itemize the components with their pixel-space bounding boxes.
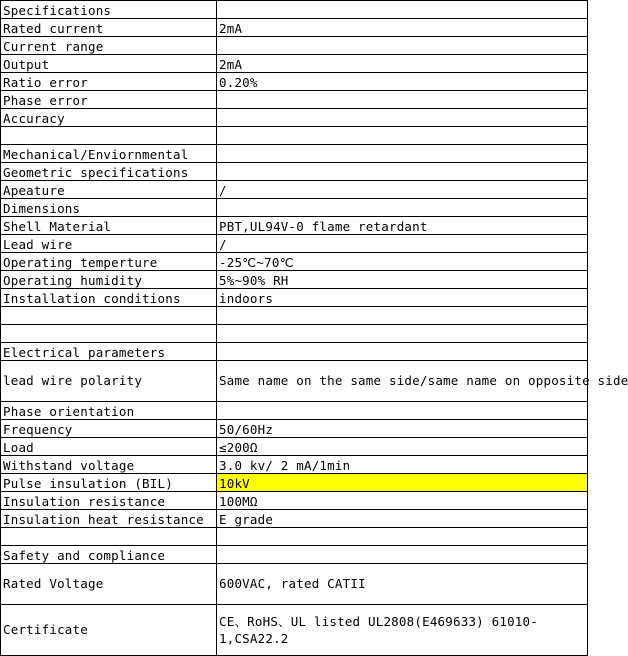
row-label-cell[interactable]: Phase error — [1, 91, 217, 109]
row-value-cell[interactable] — [217, 307, 588, 325]
row-value-cell[interactable]: Same name on the same side/same name on opposite side — [217, 361, 588, 402]
table-row — [1, 307, 588, 325]
row-value-cell[interactable]: 5%~90% RH — [217, 271, 588, 289]
row-value-cell[interactable]: E grade — [217, 510, 588, 528]
table-row — [1, 605, 588, 656]
row-label-cell[interactable]: Installation conditions — [1, 289, 217, 307]
row-value-cell[interactable]: indoors — [217, 289, 588, 307]
row-label-cell[interactable]: lead wire polarity — [1, 361, 217, 402]
table-row — [1, 492, 588, 510]
table-row — [1, 19, 588, 37]
table-row — [1, 55, 588, 73]
row-label-cell[interactable]: Operating temperture — [1, 253, 217, 271]
table-row — [1, 289, 588, 307]
row-value-cell[interactable] — [217, 109, 588, 127]
row-label-cell[interactable] — [1, 127, 217, 145]
row-value-cell[interactable] — [217, 402, 588, 420]
row-label-cell[interactable]: Pulse insulation (BIL) — [1, 474, 217, 492]
row-label-cell[interactable]: Ratio error — [1, 73, 217, 91]
row-value-cell[interactable]: 2mA — [217, 55, 588, 73]
table-body — [1, 1, 628, 656]
row-value-cell[interactable] — [217, 1, 588, 19]
row-value-cell[interactable]: 2mA — [217, 19, 588, 37]
row-value-cell[interactable]: 3.0 kv/ 2 mA/1min — [217, 456, 588, 474]
table-row — [1, 145, 588, 163]
row-value-cell[interactable]: -25℃~70℃ — [217, 253, 588, 271]
table-row — [1, 325, 588, 343]
row-label-cell[interactable]: Shell Material — [1, 217, 217, 235]
row-value-cell[interactable] — [217, 127, 588, 145]
row-value-cell[interactable]: / — [217, 181, 588, 199]
table-row — [1, 564, 588, 605]
table-row — [1, 343, 588, 361]
row-value-cell[interactable]: / — [217, 235, 588, 253]
table-row — [1, 73, 588, 91]
table-row — [1, 1, 588, 19]
table-row — [1, 271, 588, 289]
row-label-cell[interactable]: Geometric specifications — [1, 163, 217, 181]
table-row — [1, 420, 588, 438]
row-label-cell[interactable]: Safety and compliance — [1, 546, 217, 564]
table-row — [1, 253, 588, 271]
row-value-cell[interactable] — [217, 91, 588, 109]
table-row — [1, 181, 588, 199]
table-row — [1, 438, 588, 456]
row-value-cell[interactable]: 0.20% — [217, 73, 588, 91]
row-value-cell[interactable] — [217, 528, 588, 546]
row-value-cell[interactable] — [217, 163, 588, 181]
row-label-cell[interactable]: Accuracy — [1, 109, 217, 127]
table-row — [1, 217, 588, 235]
table-row — [1, 510, 588, 528]
row-value-cell[interactable]: ≤200Ω — [217, 438, 588, 456]
table-row — [1, 402, 588, 420]
table-row — [1, 91, 588, 109]
table-row — [1, 37, 588, 55]
row-value-cell[interactable] — [217, 199, 588, 217]
row-value-cell[interactable]: 600VAC, rated CATII — [217, 564, 588, 605]
row-value-cell[interactable] — [217, 546, 588, 564]
row-label-cell[interactable]: Certificate — [1, 605, 217, 656]
row-value-cell[interactable]: PBT,UL94V-0 flame retardant — [217, 217, 588, 235]
row-label-cell[interactable]: Electrical parameters — [1, 343, 217, 361]
row-label-cell[interactable]: Insulation heat resistance — [1, 510, 217, 528]
row-value-cell[interactable] — [217, 37, 588, 55]
row-label-cell[interactable]: Phase orientation — [1, 402, 217, 420]
table-row — [1, 474, 588, 492]
table-row — [1, 163, 588, 181]
table-row — [1, 109, 588, 127]
row-label-cell[interactable] — [1, 325, 217, 343]
table-row — [1, 546, 588, 564]
row-value-cell[interactable] — [217, 343, 588, 361]
table-row — [1, 361, 588, 402]
row-label-cell[interactable]: Dimensions — [1, 199, 217, 217]
row-label-cell[interactable]: Insulation resistance — [1, 492, 217, 510]
row-label-cell[interactable]: Apeature — [1, 181, 217, 199]
row-label-cell[interactable]: Withstand voltage — [1, 456, 217, 474]
row-label-cell[interactable]: Load — [1, 438, 217, 456]
row-label-cell[interactable] — [1, 528, 217, 546]
table-row — [1, 235, 588, 253]
table-row — [1, 528, 588, 546]
row-label-cell[interactable]: Lead wire — [1, 235, 217, 253]
row-value-cell[interactable]: CE、RoHS、UL listed UL2808(E469633) 61010-1,CSA22.2 — [217, 605, 588, 656]
row-label-cell[interactable]: Operating humidity — [1, 271, 217, 289]
row-label-cell[interactable] — [1, 307, 217, 325]
row-label-cell[interactable]: Mechanical/Enviornmental — [1, 145, 217, 163]
row-label-cell[interactable]: Current range — [1, 37, 217, 55]
row-value-cell[interactable] — [217, 325, 588, 343]
row-label-cell[interactable]: Rated current — [1, 19, 217, 37]
table-row — [1, 199, 588, 217]
table-row — [1, 127, 588, 145]
row-label-cell[interactable]: Frequency — [1, 420, 217, 438]
row-label-cell[interactable]: Rated Voltage — [1, 564, 217, 605]
row-value-cell[interactable]: 10kV — [217, 474, 588, 492]
table-row — [1, 456, 588, 474]
row-label-cell[interactable]: Specifications — [1, 1, 217, 19]
row-label-cell[interactable]: Output — [1, 55, 217, 73]
row-value-cell[interactable]: 50/60Hz — [217, 420, 588, 438]
row-value-cell[interactable] — [217, 145, 588, 163]
row-value-cell[interactable]: 100MΩ — [217, 492, 588, 510]
